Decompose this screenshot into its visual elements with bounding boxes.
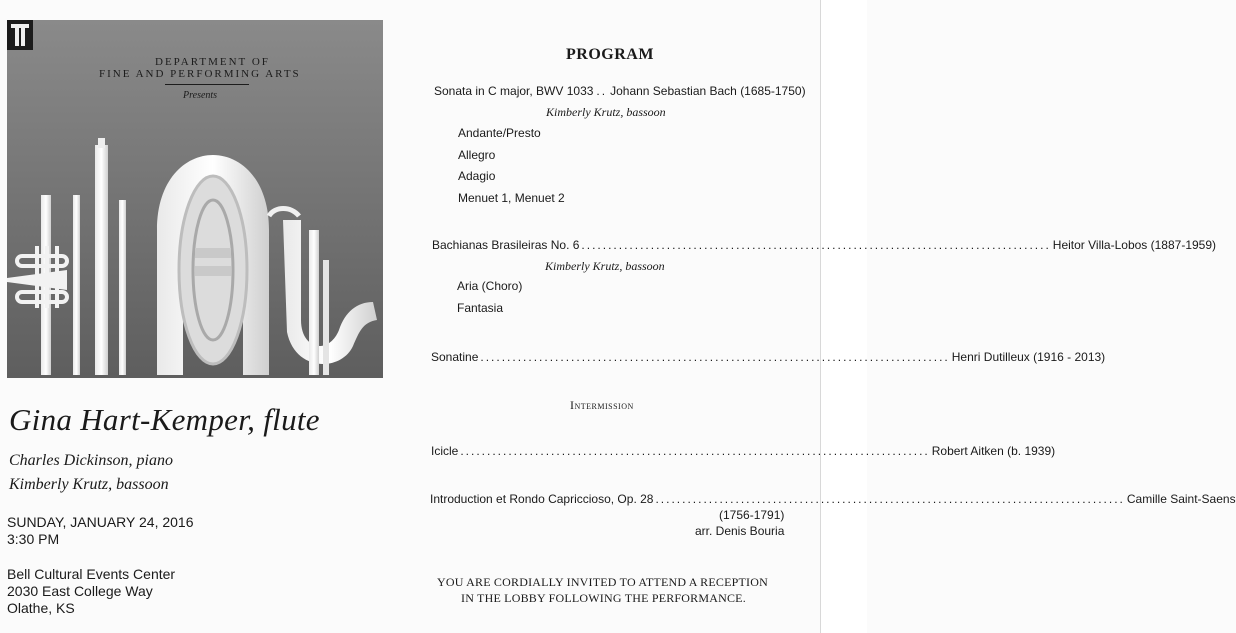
piece-title: Sonata in C major, BWV 1033: [434, 84, 594, 98]
venue-name: Bell Cultural Events Center: [7, 566, 176, 582]
leader-dots: ..: [596, 84, 608, 98]
piece-composer: Henri Dutilleux (1916 - 2013): [951, 350, 1106, 364]
accompanist-bassoon: Kimberly Krutz, bassoon: [9, 476, 169, 493]
piece-performer: Kimberly Krutz, bassoon: [546, 105, 666, 119]
piece-title: Bachianas Brasileiras No. 6: [432, 238, 580, 252]
divider: [165, 84, 249, 85]
movement: Adagio: [458, 169, 496, 183]
concert-date: SUNDAY, JANUARY 24, 2016: [7, 514, 194, 530]
piece-composer: Robert Aitken (b. 1939): [931, 444, 1056, 458]
venue-street: 2030 East College Way: [7, 583, 153, 599]
program-piece-3: [431, 350, 1106, 364]
reception-line-1: YOU ARE CORDIALLY INVITED TO ATTEND A RECEPTION: [437, 575, 768, 589]
program-title: PROGRAM: [566, 46, 654, 63]
page-edge: [820, 0, 867, 633]
arranger: arr. Denis Bouria: [695, 524, 785, 538]
performer-name: Gina Hart-Kemper, flute: [9, 402, 320, 437]
department-name-line1: DEPARTMENT OF: [155, 56, 270, 68]
accompanist-piano: Charles Dickinson, piano: [9, 452, 173, 469]
piece-composer: Johann Sebastian Bach (1685-1750): [610, 84, 806, 98]
movement: Andante/Presto: [458, 126, 541, 140]
leader-dots: [480, 350, 949, 364]
composer-dates: (1756-1791): [719, 508, 785, 522]
piece-composer: Camille Saint-Saens: [1126, 492, 1236, 506]
program-piece-2: [432, 238, 1217, 252]
piece-composer: Heitor Villa-Lobos (1887-1959): [1052, 238, 1217, 252]
reception-line-2: IN THE LOBBY FOLLOWING THE PERFORMANCE.: [461, 591, 746, 605]
program-piece-1: [434, 84, 806, 98]
university-tower-logo: [7, 20, 33, 50]
piece-title: Sonatine: [431, 350, 479, 364]
leader-dots: [460, 444, 929, 458]
program-piece-5: [430, 492, 1236, 506]
piece-title: Icicle: [431, 444, 459, 458]
leader-dots: [655, 492, 1124, 506]
movement: Allegro: [458, 148, 496, 162]
movement: Menuet 1, Menuet 2: [458, 191, 565, 205]
movement: Fantasia: [457, 301, 504, 315]
piece-title: Introduction et Rondo Capriccioso, Op. 28: [430, 492, 654, 506]
leader-dots: [581, 238, 1050, 252]
cover-art: [7, 20, 383, 378]
venue-city: Olathe, KS: [7, 600, 75, 616]
piece-performer: Kimberly Krutz, bassoon: [545, 259, 665, 273]
department-name-line2: FINE AND PERFORMING ARTS: [99, 68, 301, 80]
movement: Aria (Choro): [457, 279, 523, 293]
intermission-label: Intermission: [570, 398, 634, 412]
program-piece-4: [431, 444, 1056, 458]
presents-label: Presents: [183, 90, 218, 101]
concert-time: 3:30 PM: [7, 531, 60, 547]
